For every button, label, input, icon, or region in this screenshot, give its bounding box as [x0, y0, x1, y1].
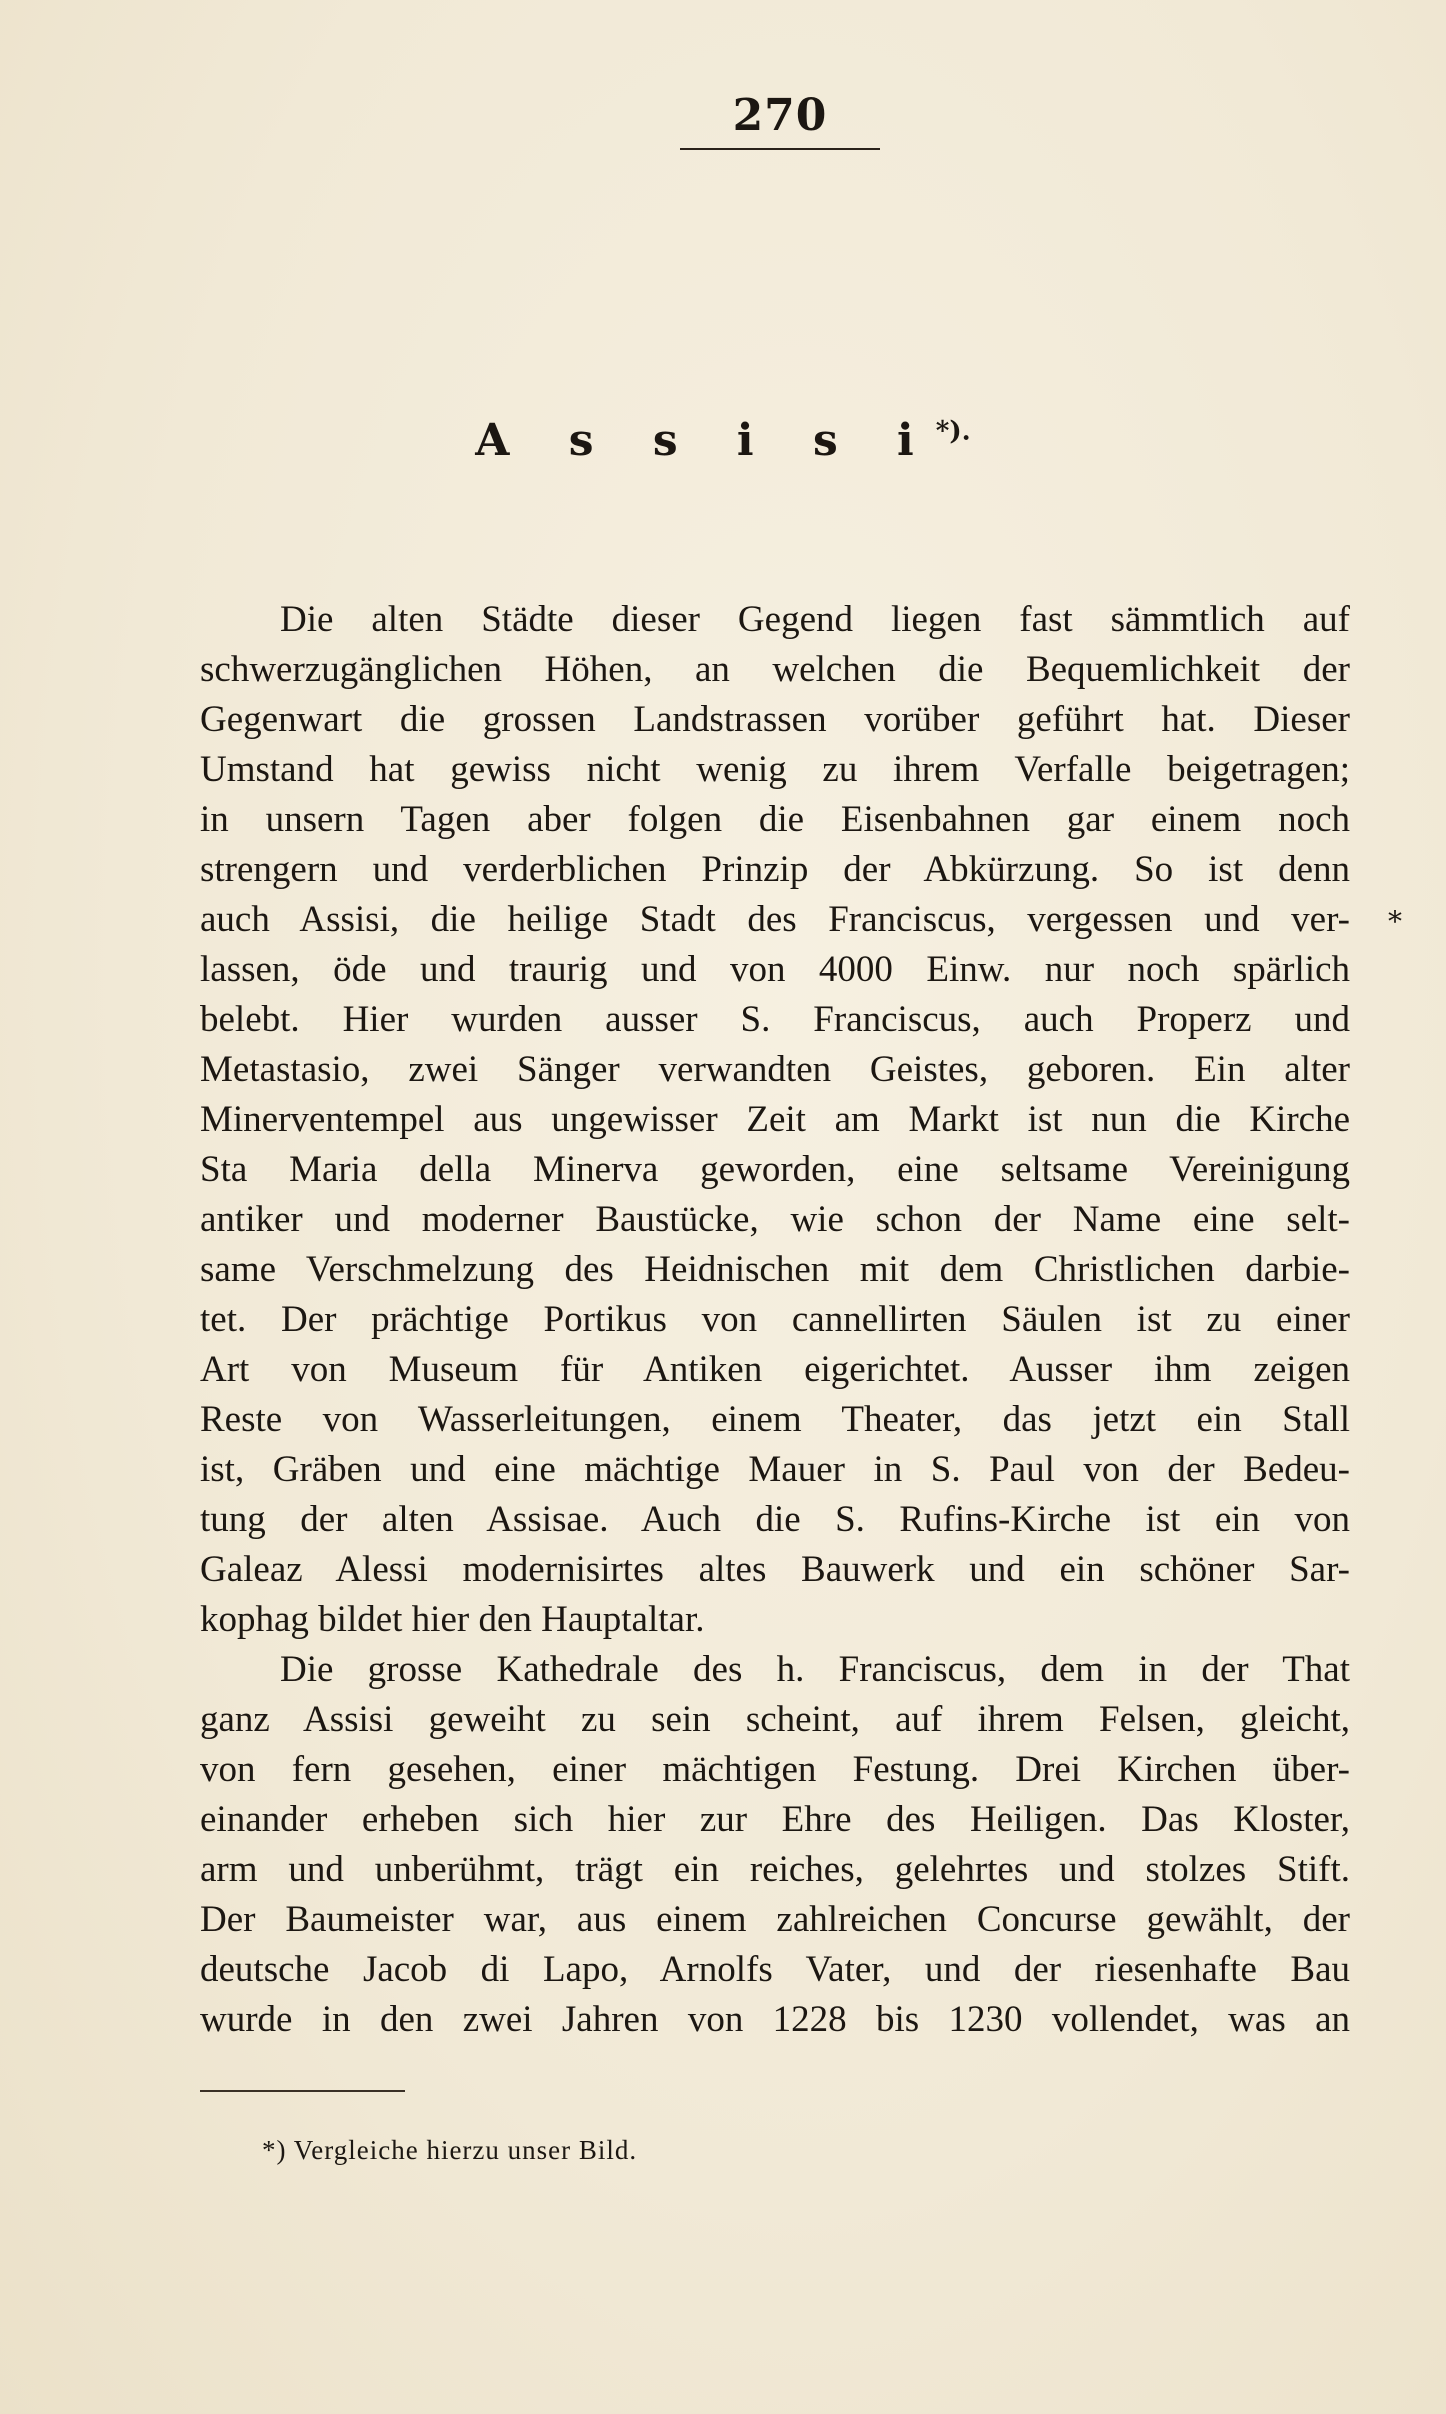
text-line: von fern gesehen, einer mächtigen Festung. Drei Kirchen über- [200, 1749, 1350, 1790]
marginal-mark: * [1388, 905, 1402, 938]
text-line: antiker und moderner Baustücke, wie schon der Name eine selt- [200, 1199, 1350, 1240]
text-line: Die alten Städte dieser Gegend liegen fast sämmtlich auf [280, 599, 1350, 640]
text-line: deutsche Jacob di Lapo, Arnolfs Vater, und der riesenhafte Bau [200, 1949, 1350, 1990]
text-line: Metastasio, zwei Sänger verwandten Geistes, geboren. Ein alter [200, 1049, 1350, 1090]
text-line: Umstand hat gewiss nicht wenig zu ihrem Verfalle beigetragen; [200, 749, 1350, 790]
text-line: belebt. Hier wurden ausser S. Franciscus, auch Properz und [200, 999, 1350, 1040]
text-line: Gegenwart die grossen Landstrassen vorüber geführt hat. Dieser [200, 699, 1350, 740]
header-rule [680, 148, 880, 150]
text-line: schwerzugänglichen Höhen, an welchen die Bequemlichkeit der [200, 649, 1350, 690]
text-line: Galeaz Alessi modernisirtes altes Bauwerk und ein schöner Sar- [200, 1549, 1350, 1590]
chapter-title [0, 415, 1446, 466]
text-line: lassen, öde und traurig und von 4000 Einw. nur noch spärlich [200, 949, 1350, 990]
footnote: *) Vergleiche hierzu unser Bild. [262, 2135, 638, 2165]
page-number: 270 [732, 90, 828, 141]
text-line: kophag bildet hier den Hauptaltar. [200, 1599, 705, 1640]
chapter-title-text: A s s i s i [475, 415, 936, 466]
body-text [200, 595, 1350, 2045]
text-line: in unsern Tagen aber folgen die Eisenbahnen gar einem noch [200, 799, 1350, 840]
text-line: strengern und verderblichen Prinzip der Abkürzung. So ist denn [200, 849, 1350, 890]
text-line: tet. Der prächtige Portikus von cannellirten Säulen ist zu einer [200, 1299, 1350, 1340]
text-line: ist, Gräben und eine mächtige Mauer in S. Paul von der Bedeu- [200, 1449, 1350, 1490]
text-line: Minerventempel aus ungewisser Zeit am Markt ist nun die Kirche [200, 1099, 1350, 1140]
text-line: tung der alten Assisae. Auch die S. Rufins-Kirche ist ein von [200, 1499, 1350, 1540]
text-line: Sta Maria della Minerva geworden, eine seltsame Vereinigung [200, 1149, 1350, 1190]
text-line: Der Baumeister war, aus einem zahlreichen Concurse gewählt, der [200, 1899, 1350, 1940]
text-line: ganz Assisi geweiht zu sein scheint, auf ihrem Felsen, gleicht, [200, 1699, 1350, 1740]
footnote-reference-mark: *). [935, 416, 971, 447]
text-line: wurde in den zwei Jahren von 1228 bis 1230 vollendet, was an [200, 1999, 1350, 2040]
text-line: same Verschmelzung des Heidnischen mit dem Christlichen darbie- [200, 1249, 1350, 1290]
footnote-rule [200, 2090, 405, 2092]
text-line: Die grosse Kathedrale des h. Franciscus, dem in der That [280, 1649, 1350, 1690]
text-line: Art von Museum für Antiken eigerichtet. Ausser ihm zeigen [200, 1349, 1350, 1390]
text-line: arm und unberühmt, trägt ein reiches, gelehrtes und stolzes Stift. [200, 1849, 1350, 1890]
text-line: Reste von Wasserleitungen, einem Theater, das jetzt ein Stall [200, 1399, 1350, 1440]
text-line: auch Assisi, die heilige Stadt des Franciscus, vergessen und ver- [200, 899, 1350, 940]
text-line: einander erheben sich hier zur Ehre des Heiligen. Das Kloster, [200, 1799, 1350, 1840]
